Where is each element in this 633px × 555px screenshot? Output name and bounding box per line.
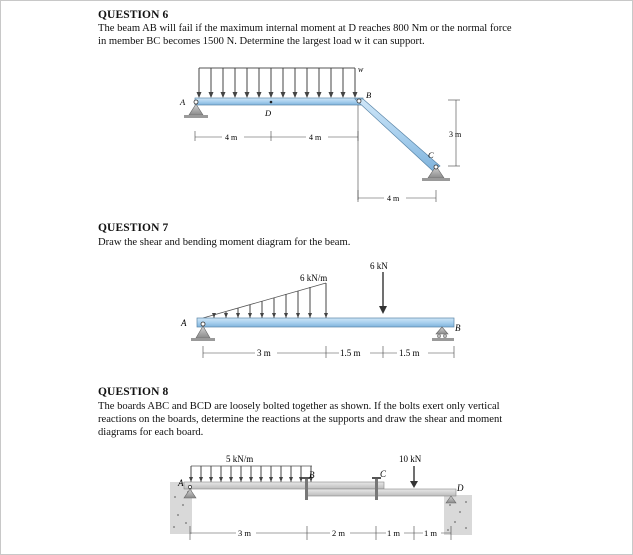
- q7-dim-3: 1.5 m: [399, 348, 420, 358]
- q7-dim-2: 1.5 m: [340, 348, 361, 358]
- q8-label-a: A: [178, 478, 184, 488]
- q8-label-d: D: [457, 483, 464, 493]
- q8-text-line1: The boards ABC and BCD are loosely bolted together as shown. If the bolts exert only vertical: [98, 401, 500, 412]
- q8-label-c: C: [380, 469, 387, 479]
- q8-board-bcd: [306, 489, 456, 496]
- q6-dim-4: 4 m: [387, 194, 400, 203]
- q6-label-c: C: [428, 150, 434, 160]
- q6-dim-1: 4 m: [225, 133, 238, 142]
- q8-dim-1: 3 m: [238, 528, 251, 538]
- q7-dist-label: 6 kN/m: [300, 273, 328, 283]
- q8-point-load: [410, 466, 418, 488]
- q6-w-label: w: [358, 65, 364, 74]
- q8-text-line2: reactions on the boards, determine the reactions at the supports and draw the shear and moment: [98, 414, 503, 425]
- q7-heading: QUESTION 7: [98, 222, 169, 234]
- q8-label-b: B: [309, 470, 315, 480]
- q8-dimension-lines: [190, 526, 451, 540]
- q6-label-a: A: [180, 97, 186, 107]
- q8-point-label: 10 kN: [399, 454, 422, 464]
- q6-label-b: B: [366, 90, 372, 100]
- q6-text-line2: in member BC becomes 1500 N. Determine the largest load w it can support.: [98, 36, 425, 47]
- q7-label-a: A: [181, 318, 187, 328]
- q8-text-line3: diagrams for each board.: [98, 427, 204, 438]
- q7-text-line1: Draw the shear and bending moment diagram for the beam.: [98, 237, 351, 248]
- q6-dim-2: 4 m: [309, 133, 322, 142]
- q7-label-b: B: [455, 323, 461, 333]
- q8-dim-3: 1 m: [387, 528, 400, 538]
- q8-wall-left: [170, 482, 192, 534]
- q8-board-abc: [184, 482, 384, 489]
- q6-heading: QUESTION 6: [98, 9, 169, 21]
- q7-point-label: 6 kN: [370, 261, 388, 271]
- q8-distributed-load: [189, 466, 313, 482]
- q6-label-d: D: [265, 108, 272, 118]
- q7-dim-1: 3 m: [257, 348, 271, 358]
- q6-text-line1: The beam AB will fail if the maximum internal moment at D reaches 800 Nm or the normal force: [98, 23, 512, 34]
- q8-dim-2: 2 m: [332, 528, 345, 538]
- q6-dim-3: 3 m: [449, 130, 462, 139]
- q8-heading: QUESTION 8: [98, 386, 169, 398]
- q8-dim-4: 1 m: [424, 528, 437, 538]
- q8-dist-label: 5 kN/m: [226, 454, 254, 464]
